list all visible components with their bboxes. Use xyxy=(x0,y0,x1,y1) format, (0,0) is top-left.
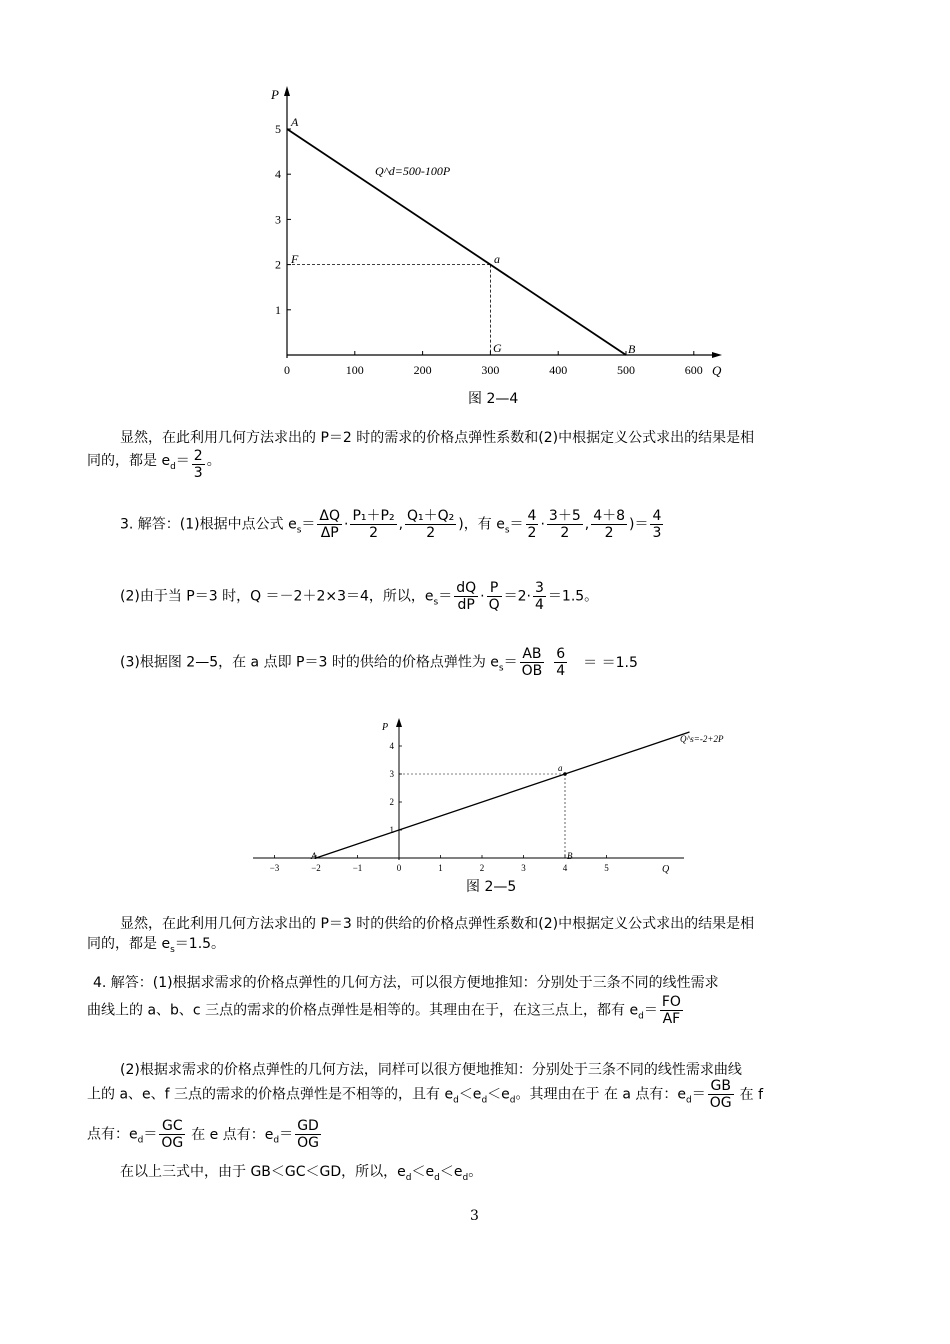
x-tick-label: 200 xyxy=(413,363,432,377)
x-tick-label: 1 xyxy=(438,863,443,873)
x-axis-label: Q xyxy=(712,363,722,378)
y-tick-label: 2 xyxy=(275,257,281,272)
y-tick-label: 4 xyxy=(275,167,281,182)
label-B: B xyxy=(567,851,573,861)
p2-line1: 显然，在此利用几何方法求出的 P＝3 时的供给的价格点弹性系数和(2)中根据定义公式求出的结果是相 xyxy=(120,916,755,932)
p1-line2: 同的，都是 $e_d=$ $\frac{2}{3}$ 。 xyxy=(87,448,221,481)
supply-chart xyxy=(250,715,724,880)
demand-chart xyxy=(250,80,740,380)
x-tick-label: 4 xyxy=(562,863,568,873)
demand-curve xyxy=(287,129,626,355)
label-A: A xyxy=(311,851,317,861)
x-tick-label: 400 xyxy=(549,363,568,377)
x-tick-label: −2 xyxy=(311,863,321,873)
x-tick-label: 3 xyxy=(521,863,526,873)
chart2-caption: 图 2—5 xyxy=(466,879,517,895)
label-B: B xyxy=(628,342,636,356)
y-tick-label: 1 xyxy=(389,825,394,835)
q4b-line1: (2)根据求需求的价格点弹性的几何方法，同样可以很方便地推知：分别处于三条不同的线性需求曲线 xyxy=(120,1062,742,1078)
q3-line1: 3. 解答：(1)根据中点公式 $e_s=$ $\frac{\Delta Q}{\Delta P}$ · $\frac{\text{P₁＋P₂}}{2}$ , $\frac{\text{Q₁＋Q₂}}{2}$ )，有 $e_s=$ $\frac{4}{2}$ · $\frac{3+5}{2}$ , $\frac{4+8}{2}$ )＝ $\frac{4}{3}$ xyxy=(120,508,662,541)
x-tick-label: 300 xyxy=(481,363,500,377)
label-F: F xyxy=(291,252,299,266)
q4-line2: 曲线上的 a、b、c 三点的需求的价格点弹性是相等的。其理由在于，在这三点上，都有 $e_d=$ $\frac{FO}{AF}$ xyxy=(87,994,681,1027)
q3-line2: (2)由于当 P＝3 时，Q ＝－2＋2×3＝4，所以，$e_s=$ $\frac{dQ}{dP}$ · $\frac{P}{Q}$ ＝2· $\frac{3}{4}$ ＝1.5。 xyxy=(120,580,599,613)
y-axis-label: P xyxy=(271,87,279,102)
x-tick-label: 2 xyxy=(479,863,485,873)
y-tick-label: 3 xyxy=(275,212,281,227)
x-tick-label: 600 xyxy=(684,363,703,377)
q4b-line2: 上的 a、e、f 三点的需求的价格点弹性是不相等的，且有 $e_d<e_d<e_d$。其理由在于 在 a 点有：$e_d=$ $\frac{GB}{OG}$ 在 f xyxy=(87,1078,764,1111)
x-tick-label: −1 xyxy=(352,863,363,873)
p1-line1: 显然，在此利用几何方法求出的 P＝2 时的需求的价格点弹性系数和(2)中根据定义公式求出的结果是相 xyxy=(120,430,755,446)
p2-line2: 同的，都是 $e_s=1.5$。 xyxy=(87,936,226,955)
equation-label: Q^d=500-100P xyxy=(375,164,451,178)
x-tick-label: 0 xyxy=(284,363,290,377)
y-tick-label: 4 xyxy=(389,741,394,751)
supply-curve xyxy=(316,732,690,858)
q3-line3: (3)根据图 2—5，在 a 点即 P＝3 时的供给的价格点弹性为 $e_s=$ $\frac{AB}{OB}$ $\frac{6}{4}$ ＝ ＝1.5 xyxy=(120,646,638,679)
label-a: a xyxy=(494,252,500,266)
y-tick-label: 2 xyxy=(389,797,394,807)
x-tick-label: 500 xyxy=(617,363,635,377)
x-tick-label: 100 xyxy=(345,363,364,377)
label-A: A xyxy=(291,115,299,129)
x-tick-label: 0 xyxy=(396,863,402,873)
label-G: G xyxy=(493,341,502,355)
x-tick-label: 5 xyxy=(604,863,609,873)
y-axis-arrow xyxy=(284,86,290,96)
x-axis-arrow xyxy=(712,352,722,358)
x-axis-label: Q xyxy=(662,864,670,875)
q4b-line4: 在以上三式中，由于 GB＜GC＜GD，所以，$e_d<e_d<e_d$。 xyxy=(120,1164,483,1183)
page-number: 3 xyxy=(470,1208,479,1224)
y-tick-label: 1 xyxy=(275,302,281,317)
y-axis-label: P xyxy=(382,722,389,733)
chart1-caption: 图 2—4 xyxy=(468,391,519,407)
point-a xyxy=(563,772,567,776)
q4b-line3: 点有：$e_d=$ $\frac{GC}{OG}$ 在 e 点有：$e_d=$ $\frac{GD}{OG}$ xyxy=(87,1118,319,1151)
q4-line1: 4. 解答：(1)根据求需求的价格点弹性的几何方法，可以很方便地推知：分别处于三条不同的线性需求 xyxy=(93,975,719,991)
label-a: a xyxy=(558,763,563,773)
y-tick-label: 5 xyxy=(275,122,281,136)
y-tick-label: 3 xyxy=(389,769,394,779)
equation-label: Q^s=-2+2P xyxy=(680,734,724,744)
x-tick-label: −3 xyxy=(269,863,280,873)
y-axis-arrow xyxy=(396,718,402,727)
